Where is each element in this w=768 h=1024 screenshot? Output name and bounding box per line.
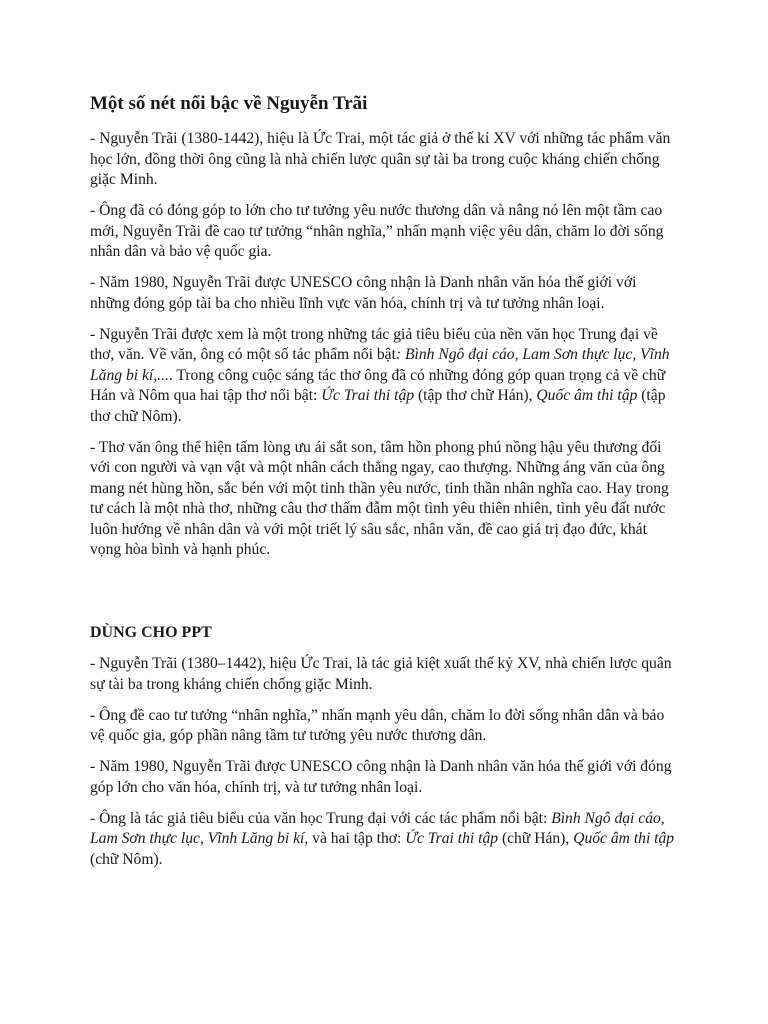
paragraph-unesco: - Năm 1980, Nguyễn Trãi được UNESCO công nhận là Danh nhân văn hóa thế giới với đóng góp lớn cho văn hóa, chính trị, và tư tưởng nhân loại. [90, 758, 672, 796]
paragraph-intro: - Nguyễn Trãi (1380–1442), hiệu Ức Trai, là tác giả kiệt xuất thế kỷ XV, nhà chiến lược quân sự tài ba trong kháng chiến chống giặc Minh. [90, 655, 672, 693]
italic-title: Ức Trai thi tập [321, 387, 415, 404]
paragraph-unesco: - Năm 1980, Nguyễn Trãi được UNESCO công nhận là Danh nhân văn hóa thế giới với những đóng góp tài ba cho nhiều lĩnh vực văn hóa, chính trị và tư tưởng nhân loại. [90, 274, 637, 312]
italic-works: : Bình Ngô đại cáo, Lam Sơn thực lục, Vĩnh Lăng bi kí,... [90, 346, 670, 384]
paragraph-patriotism: - Ông đề cao tư tưởng “nhân nghĩa,” nhấn mạnh yêu dân, chăm lo đời sống nhân dân và bảo vệ quốc gia, góp phần nâng tầm tư tưởng yêu nước thương dân. [90, 706, 665, 744]
text-run: (tập thơ chữ Hán), [414, 387, 537, 404]
paragraph-intro: - Nguyễn Trãi (1380-1442), hiệu là Ức Trai, một tác giả ở thế kỉ XV với những tác phẩm văn học lớn, đồng thời ông cũng là nhà chiến lược quân sự tài ba trong cuộc kháng chiến chống giặc Minh. [90, 130, 671, 188]
italic-works: Bình Ngô đại cáo, Lam Sơn thực lục, Vĩnh Lăng bi kí [90, 809, 665, 847]
text-run: . Trong công cuộc sáng tác thơ ông đã có những đóng góp quan trọng cả về chữ Hán và Nôm qua hai tập thơ nổi bật: [90, 366, 666, 404]
text-run: (chữ Hán), [498, 830, 574, 847]
italic-title: Quốc âm thi tập [573, 830, 675, 847]
text-run: , và hai tập thơ: [304, 830, 406, 847]
section-title: DÙNG CHO PPT [90, 624, 212, 641]
section-title: Một số nét nổi bậc về Nguyễn Trãi [90, 93, 368, 114]
text-run: - Ông là tác giả tiêu biểu của văn học Trung đại với các tác phẩm nổi bật: [90, 809, 552, 827]
text-run: (tập thơ chữ Nôm). [90, 387, 666, 425]
text-run: (chữ Nôm). [90, 850, 163, 868]
paragraph-patriotism: - Ông đã có đóng góp to lớn cho tư tưởng yêu nước thương dân và nâng nó lên một tầm cao mới, Nguyễn Trãi đề cao tư tưởng “nhân nghĩa,” nhấn mạnh việc yêu dân, chăm lo đời sống nhân dân và bảo vệ quốc gia. [90, 202, 664, 260]
text-run: - Nguyễn Trãi được xem là một trong những tác giả tiêu biểu của nền văn học Trung đại về thơ, văn. Về văn, ông có một số tác phẩm nổi bật [90, 325, 658, 363]
paragraph-works [90, 325, 678, 428]
italic-title: Quốc âm thi tập [536, 387, 638, 404]
paragraph-works [90, 809, 678, 871]
italic-title: Ức Trai thi tập [405, 830, 499, 847]
section-spacer [90, 571, 678, 623]
paragraph-style: - Thơ văn ông thể hiện tấm lòng ưu ái sắt son, tâm hồn phong phú nồng hậu yêu thương đối với con người và vạn vật và một nhân cách thẳng ngay, cao thượng. Những áng văn của ông mang nét hùng hồn, sắc bén với một tinh thần yêu nước, tinh thần nhân nghĩa cao. Hay trong tư cách là một nhà thơ, những câu thơ thấm đẫm một tình yêu thiên nhiên, tình yêu đất nước luôn hướng về nhân dân và với một triết lý sâu sắc, nhân văn, đề cao giá trị đạo đức, khát vọng hòa bình và hạnh phúc. [90, 438, 669, 558]
